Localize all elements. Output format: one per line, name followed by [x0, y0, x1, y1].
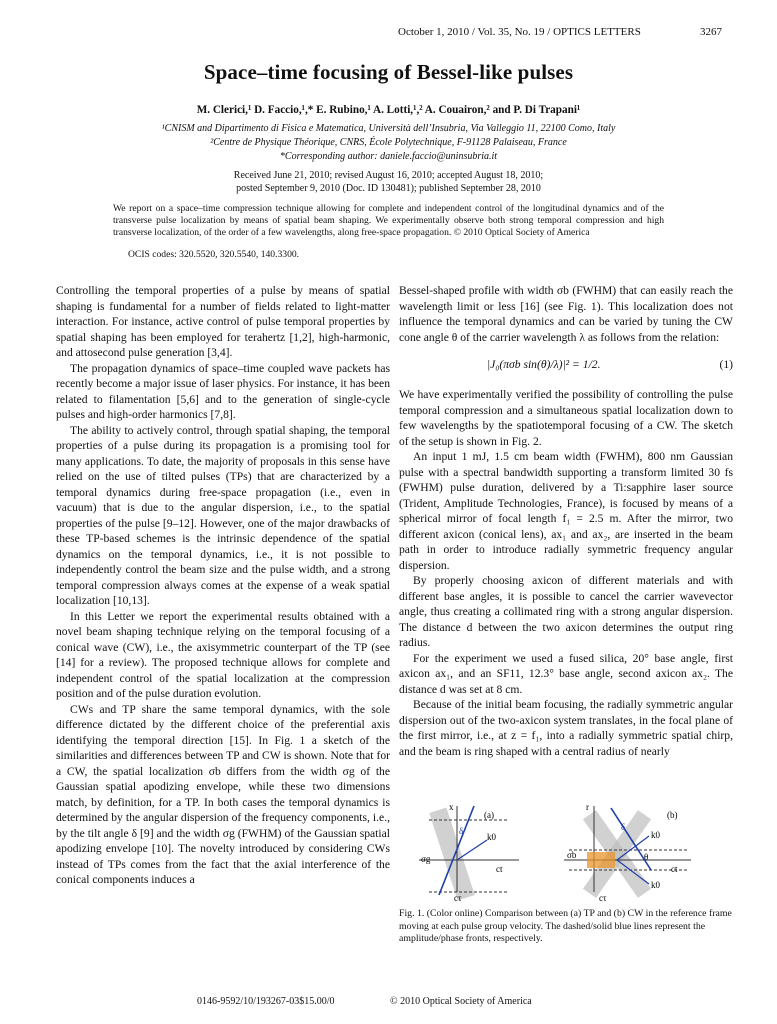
paragraph: Bessel-shaped profile with width σb (FWHM) that can easily reach the wavelength limit or less [16] (see Fig. 1). This localization does not influence the temporal dynamics and can be varied by tuning the CW cone angle θ of the carrier wavelength λ as follows from the relation: [399, 284, 733, 344]
abstract: We report on a space–time compression technique allowing for complete and independent control of the longitudinal dynamics and of the transverse pulse localization by means of spatial beam shaping. We experimentally observe both strong temporal compression and high transverse localization, of the order of a few wavelengths, along free-space propagation. © 2010 Optical Society of America [113, 203, 664, 239]
paragraph: In this Letter we report the experimental results obtained with a novel beam shaping technique relying on the temporal focusing of a conical wave (CW), i.e., the axisymmetric counterpart of the TP (see [14] for a review). The proposed technique allows for complete and independent control of the spatial localization at the compression position and of the pulse duration evolution. [56, 609, 390, 700]
panel-b [564, 802, 691, 903]
running-header [0, 26, 777, 42]
article-code: 0146-9592/10/193267-03$15.00/0 [197, 996, 335, 1007]
sigma-g-label: σg [421, 854, 431, 864]
equation-1 [399, 357, 733, 373]
x-axis-label: x [449, 802, 454, 812]
figure-1-caption: Fig. 1. (Color online) Comparison between (a) TP and (b) CW in the reference frame moving at each pulse group velocity. The dashed/solid blue lines represent the amplitude/phase fronts, respectively. [399, 908, 732, 944]
paragraph: An input 1 mJ, 1.5 cm beam width (FWHM), 800 nm Gaussian pulse with a spectral bandwidth supporting a transform limited 30 fs (FWHM) pulse duration, delivered by a Ti:sapphire laser source (Trident, Amplitude Technologies, France), is focused by means of a spherical mirror of focal length f₁ = 2.5 m. After the mirror, two different axicon (conical lens), ax₁ and ax₂, are inserted in the beam path in order to introduce radially symmetric frequency angular dispersion. [399, 450, 733, 572]
panel-a-label: (a) [484, 810, 494, 820]
ct-label-a: ct [496, 864, 503, 874]
bessel-core [587, 852, 615, 868]
left-column [56, 283, 390, 888]
paragraph: By properly choosing axicon of different materials and with different base angles, it is possible to cancel the carrier wavevector angle, thus creating a collimated ring with a strong angular dispersion. The distance d between the two axicon determines the output ring radius. [399, 574, 733, 649]
right-column [399, 283, 733, 759]
k0-label-a: k0 [487, 832, 496, 842]
figure-1-diagram [399, 800, 733, 905]
paragraph: Controlling the temporal properties of a pulse by means of spatial shaping is fundamental for a number of fields related to light-matter interaction. For instance, active control of pulse temporal properties by spatial shaping has been employed for terahertz [1,2], high-harmonic, and attosecond pulse generation [3,4]. [56, 284, 390, 359]
ctau-label-b: cτ [599, 893, 607, 903]
theta-label: θ [644, 852, 649, 862]
k0-vector-a [457, 840, 487, 860]
footer-copyright: © 2010 Optical Society of America [390, 996, 532, 1007]
equation-text: |J₀(πσb sin(θ)/λ)|² = 1/2. [487, 358, 601, 371]
paragraph: The propagation dynamics of space–time coupled wave packets has recently become a major issue of laser physics. For instance, it has been related to filamentation [5,6] and to the generation of single-cycle pulses and high-order harmonics [7,8]. [56, 361, 390, 421]
affiliation-2: ²Centre de Physique Théorique, CNRS, École Polytechnique, F-91128 Palaiseau, France [210, 137, 567, 148]
corresponding-author: *Corresponding author: daniele.faccio@uninsubria.it [279, 151, 498, 162]
journal-info: October 1, 2010 / Vol. 35, No. 19 / OPTICS LETTERS [398, 26, 641, 38]
delta-label-b: δ [621, 822, 626, 832]
paragraph: The ability to actively control, through spatial shaping, the temporal properties of a pulse during its propagation is a promising tool for many applications. To date, the majority of proposals in this sense have relied on the use of tilted pulses (TPs) that are characterized by a temporal dynamics during free-space propagation (i.e., even in vacuum) that is due to the angular dispersion, i.e., to the spatial properties of the pulse [9–12]. However, one of the major drawbacks of these TP-based schemes is the intrinsic dependence of the spatial dynamics on the temporal dynamics, i.e., it is not possible to independently control the beam size and the pulse width, and a strong temporal compression always comes at the expense of a weak spatial localization [10,13]. [56, 423, 390, 607]
author-list: M. Clerici,¹ D. Faccio,¹,* E. Rubino,¹ A. Lotti,¹,² A. Couairon,² and P. Di Trapani¹ [196, 104, 581, 116]
panel-b-label: (b) [667, 810, 678, 820]
page-number: 3267 [700, 26, 722, 38]
affiliation-1: ¹CNISM and Dipartimento di Fisica e Matematica, Università dell’Insubria, Via Valleggio 11, 22100 Como, Italy [161, 123, 616, 134]
equation-number: (1) [719, 358, 733, 371]
received-dates: Received June 21, 2010; revised August 16, 2010; accepted August 18, 2010; [233, 170, 544, 181]
paper-title: Space–time focusing of Bessel-like pulses [203, 60, 574, 84]
ct-label-b: ct [671, 864, 678, 874]
r-axis-label: r [586, 802, 589, 812]
paragraph: CWs and TP share the same temporal dynamics, with the sole difference dictated by the different choice of the preferential axis identifying the temporal direction [15]. In Fig. 1 a sketch of the similarities and differences between TP and CW is shown. Note that for a CW, the spatial localization σb differs from the width σg of the Gaussian spatial apodizing envelope, while these two dimensions match, by definition, for a TP. In both cases the temporal dynamics is determined by the angular dispersion of the frequency components, i.e., by the tilt angle δ [9] and the width σg (FWHM) of the Gaussian spatial apodizing envelope [10]. The novelty introduced by considering CWs instead of TPs comes from the fact that the axial interference of the conical components induces a [56, 702, 390, 886]
figure-1 [399, 800, 733, 905]
published-dates: posted September 9, 2010 (Doc. ID 130481); published September 28, 2010 [236, 183, 541, 194]
ocis-codes: OCIS codes: 320.5520, 320.5540, 140.3300. [128, 249, 300, 260]
k0-label-b-up: k0 [651, 830, 660, 840]
delta-label-a: δ [459, 826, 464, 836]
paragraph: For the experiment we used a fused silica, 20° base angle, first axicon ax₁, and an SF11, 12.3° base angle, second axicon ax₂. The distance d was set at 8 cm. [399, 651, 733, 696]
paragraph: Because of the initial beam focusing, the radially symmetric angular dispersion out of the two-axicon system translates, in the focal plane of the first mirror, i.e., at z = f₁, into a radially symmetric spatial chirp, and the beam is ring shaped with a central radius of nearly [399, 698, 733, 758]
paragraph: We have experimentally verified the possibility of controlling the pulse temporal compression and a simultaneous spatial localization down to few wavelengths by the spatiotemporal focusing of a CW. The sketch of the setup is shown in Fig. 2. [399, 388, 733, 448]
panel-a [419, 802, 519, 903]
ctau-label-a: cτ [454, 893, 462, 903]
k0-label-b-down: k0 [651, 880, 660, 890]
sigma-b-label: σb [567, 850, 577, 860]
